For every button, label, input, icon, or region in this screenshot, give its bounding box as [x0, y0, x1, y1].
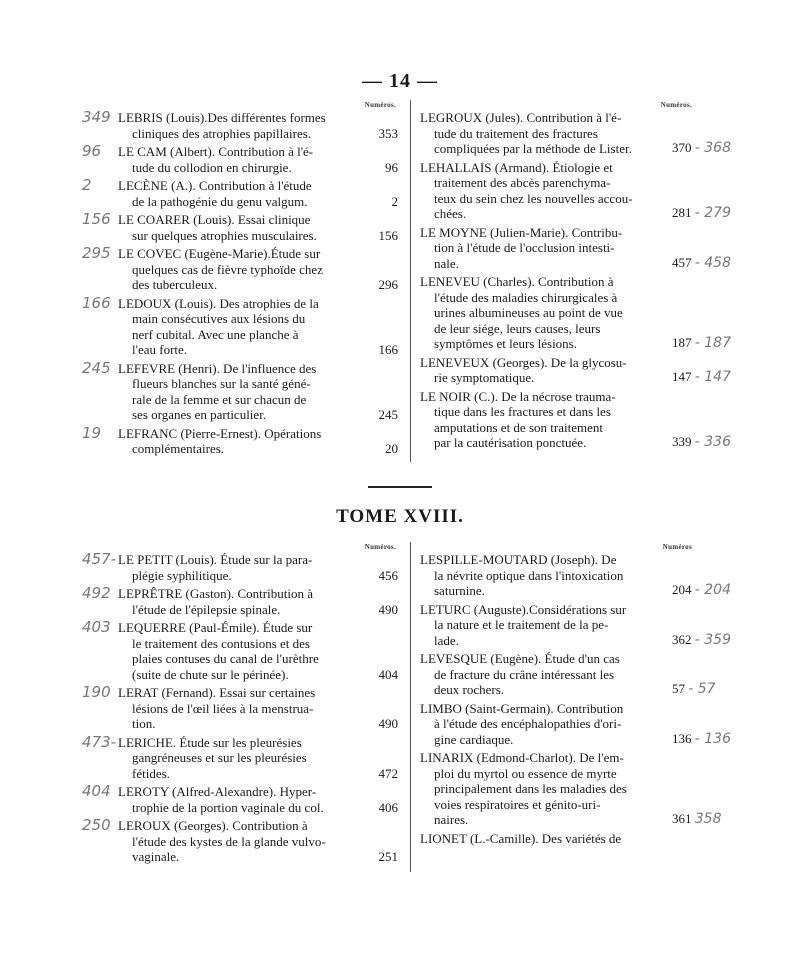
entry-line: LEFEVRE (Henri). De l'influence des: [118, 360, 317, 376]
entry-line: LEDOUX (Louis). Des atrophies de la: [118, 295, 319, 311]
entry-line: tude du traitement des fractures: [434, 125, 598, 141]
handwritten-number: - 147: [694, 369, 731, 385]
entry-text: [420, 389, 660, 451]
entry-number: [385, 441, 398, 457]
entry-line: LERICHE. Étude sur les pleurésies: [118, 734, 302, 750]
handwritten-annotation: 19: [82, 423, 102, 442]
handwritten-number: - 368: [694, 140, 731, 156]
entry-line: LIONET (L.-Camille). Des variétés de: [420, 830, 622, 846]
entry-line: plaies contuses du canal de l'urèthre: [132, 651, 319, 666]
entry-number: [379, 407, 399, 423]
index-entry: [80, 178, 398, 209]
handwritten-annotation: 349: [82, 108, 111, 126]
printed-number: 339: [672, 434, 692, 449]
handwritten-annotation: 473-: [82, 732, 117, 751]
entry-text: [118, 361, 354, 423]
handwritten-annotation: 156: [82, 210, 111, 228]
index-entry: [80, 293, 398, 358]
entry-number: [672, 811, 721, 828]
handwritten-annotation: 295: [82, 244, 111, 262]
entry-line: LEBRIS (Louis).Des différentes formes: [118, 110, 326, 125]
tome-xviii-index-section: [80, 542, 740, 872]
handwritten-annotation: 2: [82, 176, 92, 194]
entry-line: LEPRÊTRE (Gaston). Contribution à: [118, 586, 313, 601]
entry-line: LEQUERRE (Paul-Émile). Étude sur: [118, 620, 313, 635]
entry-line: à l'étude des encéphalopathies d'ori-: [434, 716, 622, 731]
entry-text: [420, 225, 660, 272]
index-entry: [80, 423, 398, 457]
entry-line: main consécutives aux lésions du: [132, 311, 306, 326]
entry-line: lésions de l'œil liées à la menstrua-: [132, 700, 314, 716]
entry-text: [420, 651, 660, 698]
index-entry: [80, 246, 398, 293]
entry-line: LEROTY (Alfred-Alexandre). Hyper-: [118, 784, 317, 799]
entry-line: saturnine.: [434, 583, 485, 598]
entry-text: [118, 144, 354, 175]
left-column: [80, 542, 398, 868]
index-entry: [80, 732, 398, 782]
entry-line: tude du collodion en chirurgie.: [132, 159, 292, 175]
entry-line: l'étude des kystes de la glande vulvo-: [132, 833, 326, 849]
entry-line: flueurs blanches sur la santé géné-: [132, 376, 311, 391]
entry-line: traitement des abcès parenchyma-: [434, 175, 611, 190]
printed-number: 490: [378, 716, 398, 731]
printed-number: 136: [672, 730, 692, 746]
printed-number: 166: [378, 342, 398, 357]
entry-number: [392, 194, 399, 210]
entry-line: des tuberculeux.: [132, 277, 218, 292]
entry-number: [379, 602, 399, 618]
entry-line: de leur siége, leurs causes, leurs: [434, 320, 601, 336]
entry-line: LE COVEC (Eugène-Marie).Étude sur: [118, 246, 321, 261]
entry-line: l'étude des maladies chirurgicales à: [434, 289, 618, 305]
index-entry: [410, 160, 740, 222]
index-entry: [410, 274, 740, 352]
handwritten-annotation: 404: [82, 782, 111, 800]
handwritten-number: - 279: [694, 205, 731, 221]
entry-text: [118, 552, 354, 583]
entry-line: LENEVEUX (Georges). De la glycosu-: [420, 354, 627, 370]
printed-number: 147: [672, 369, 692, 384]
entry-line: de fracture du crâne intéressant les: [434, 666, 615, 682]
entry-line: LEGROUX (Jules). Contribution à l'é-: [420, 110, 622, 125]
handwritten-annotation: 166: [82, 293, 111, 312]
entry-line: deux rochers.: [434, 682, 505, 697]
entry-text: [118, 212, 354, 243]
entry-line: teux du sein chez les nouvelles accou-: [434, 190, 633, 206]
handwritten-number: - 458: [694, 254, 731, 271]
entry-line: principalement dans les maladies des: [434, 781, 627, 796]
entry-line: lade.: [434, 632, 459, 648]
entry-text: [420, 701, 660, 748]
entry-line: trophie de la portion vaginale du col.: [132, 799, 324, 815]
entry-line: fétides.: [132, 765, 170, 781]
entry-line: ploi du myrtol ou essence de myrte: [434, 765, 617, 781]
entry-line: LECÈNE (A.). Contribution à l'étude: [118, 178, 312, 193]
entry-text: [420, 110, 660, 157]
printed-number: 362: [672, 631, 692, 647]
index-entry: [410, 750, 740, 828]
printed-number: 406: [378, 799, 398, 815]
entry-line: compliquées par la méthode de Lister.: [434, 141, 632, 156]
right-column: [410, 100, 740, 454]
entry-number: [672, 140, 731, 157]
index-entry: [80, 552, 398, 583]
entry-line: LINARIX (Edmond-Charlot). De l'em-: [420, 750, 624, 765]
index-entry: [80, 620, 398, 682]
index-entry: [80, 586, 398, 617]
entry-number: [672, 205, 731, 222]
index-entry: [410, 225, 740, 272]
numeros-header: Numéros: [662, 543, 692, 551]
entry-line: tion à l'étude de l'occlusion intesti-: [434, 240, 615, 255]
entry-line: (suite de chute sur le périnée).: [132, 666, 289, 682]
printed-number: 296: [378, 277, 398, 292]
entry-number: [379, 228, 399, 244]
entry-line: tique dans les fractures et dans les: [434, 404, 611, 419]
printed-number: 457: [672, 254, 692, 270]
entry-number: [672, 369, 731, 386]
entry-line: LE CAM (Albert). Contribution à l'é-: [118, 144, 314, 159]
printed-number: 187: [672, 335, 692, 350]
entry-line: naires.: [434, 812, 469, 827]
printed-number: 251: [378, 849, 398, 864]
handwritten-number: - 336: [694, 434, 731, 450]
index-entry: [410, 831, 740, 847]
entry-line: quelques cas de fièvre typhoïde chez: [132, 261, 323, 277]
entry-line: chées.: [434, 206, 467, 221]
entry-line: rie symptomatique.: [434, 370, 535, 385]
printed-number: 204: [672, 582, 692, 597]
entry-number: [379, 568, 399, 584]
right-column: [410, 542, 740, 849]
entry-number: [379, 766, 399, 782]
entry-number: [672, 582, 731, 599]
entry-line: la névrite optique dans l'intoxication: [434, 567, 624, 583]
entry-text: [420, 160, 660, 222]
tome-xvii-index-section: [80, 100, 740, 462]
entry-text: [118, 784, 354, 815]
entry-line: LEVESQUE (Eugène). Étude d'un cas: [420, 651, 620, 666]
page-number: — 14 —: [362, 70, 438, 92]
handwritten-number: 358: [694, 811, 722, 827]
handwritten-number: - 57: [688, 681, 716, 697]
printed-number: 245: [378, 407, 398, 422]
printed-number: 353: [378, 125, 398, 141]
entry-line: sur quelques atrophies musculaires.: [132, 227, 317, 243]
entry-line: LEROUX (Georges). Contribution à: [118, 818, 308, 833]
index-entry: [80, 818, 398, 865]
entry-line: LE MOYNE (Julien-Marie). Contribu-: [420, 224, 623, 240]
handwritten-number: - 136: [694, 730, 731, 747]
tome-title: TOME XVIII.: [336, 506, 464, 527]
entry-line: le traitement des contusions et des: [132, 635, 310, 651]
entry-line: gangréneuses et sur les pleurésies: [132, 750, 307, 765]
entry-number: [672, 255, 731, 272]
printed-number: 281: [672, 205, 692, 220]
entry-line: vaginale.: [132, 849, 180, 864]
index-entry: [80, 784, 398, 815]
printed-number: 2: [391, 193, 398, 209]
handwritten-number: - 359: [694, 631, 731, 648]
entry-number: [379, 849, 399, 865]
entry-line: symptômes et leurs lésions.: [434, 336, 577, 351]
entry-line: LIMBO (Saint-Germain). Contribution: [420, 700, 624, 716]
entry-line: urines albumineuses au point de vue: [434, 305, 623, 320]
entry-text: [420, 355, 660, 386]
index-entry: [410, 355, 740, 386]
handwritten-annotation: 250: [82, 816, 111, 834]
entry-line: LESPILLE-MOUTARD (Joseph). De: [420, 552, 617, 567]
entry-line: LEFRANC (Pierre-Ernest). Opérations: [118, 425, 322, 441]
printed-number: 96: [385, 159, 398, 175]
entry-line: tion.: [132, 716, 156, 731]
handwritten-annotation: 245: [82, 358, 111, 377]
entry-line: LE COARER (Louis). Essai clinique: [118, 212, 311, 227]
entry-line: de la pathogénie du genu valgum.: [132, 193, 308, 209]
printed-number: 156: [378, 227, 398, 243]
entry-line: par la cautérisation ponctuée.: [434, 435, 587, 450]
printed-number: 20: [385, 441, 398, 456]
entry-text: [420, 750, 660, 828]
entry-line: nale.: [434, 255, 459, 271]
entry-line: LETURC (Auguste).Considérations sur: [420, 601, 627, 617]
entry-number: [379, 667, 399, 683]
printed-number: 361: [672, 811, 692, 826]
handwritten-annotation: 96: [82, 142, 102, 160]
index-entry: [410, 110, 740, 157]
entry-line: gine cardiaque.: [434, 731, 514, 747]
printed-number: 456: [378, 567, 398, 583]
handwritten-annotation: 492: [82, 584, 111, 602]
handwritten-annotation: 403: [82, 618, 111, 636]
index-entry: [80, 212, 398, 243]
entry-number: [379, 277, 399, 293]
entry-number: [672, 731, 731, 748]
entry-text: [118, 110, 354, 141]
index-entry: [80, 144, 398, 175]
entry-line: l'étude de l'épilepsie spinale.: [132, 601, 281, 617]
entry-text: [118, 620, 354, 682]
index-entry: [410, 701, 740, 748]
entry-line: cliniques des atrophies papillaires.: [132, 125, 312, 141]
handwritten-number: - 187: [694, 335, 731, 351]
left-column: [80, 100, 398, 460]
entry-line: LEHALLAIS (Armand). Étiologie et: [420, 159, 613, 175]
index-entry: [80, 685, 398, 732]
numeros-header: Numéros.: [364, 101, 396, 109]
index-entry: [80, 358, 398, 423]
entry-line: nerf cubital. Avec une planche à: [132, 326, 299, 342]
entry-number: [385, 160, 398, 176]
index-entry: [410, 651, 740, 698]
entry-line: LENEVEU (Charles). Contribution à: [420, 274, 614, 289]
index-entry: [410, 389, 740, 451]
entry-text: [118, 818, 354, 865]
entry-line: voies respiratoires et génito-uri-: [434, 796, 601, 812]
entry-number: [672, 681, 716, 698]
numeros-header: Numéros.: [660, 101, 692, 109]
printed-number: 57: [672, 681, 685, 696]
entry-text: [420, 831, 660, 847]
entry-number: [379, 800, 399, 816]
entry-line: la nature et le traitement de la pe-: [434, 617, 609, 632]
entry-number: [672, 335, 731, 352]
entry-number: [672, 434, 731, 451]
handwritten-number: - 204: [694, 582, 731, 598]
entry-line: plégie syphilitique.: [132, 567, 232, 583]
entry-text: [420, 274, 660, 352]
entry-line: ses organes en particulier.: [132, 407, 267, 422]
entry-line: LE PETIT (Louis). Étude sur la para-: [118, 552, 313, 567]
entry-number: [379, 342, 399, 358]
entry-line: LE NOIR (C.). De la nécrose trauma-: [420, 388, 616, 404]
numeros-header: Numéros.: [364, 543, 396, 551]
handwritten-annotation: 190: [82, 683, 111, 701]
entry-text: [118, 685, 354, 732]
entry-line: complémentaires.: [132, 441, 225, 456]
entry-line: rale de la femme et sur chacun de: [132, 391, 307, 407]
entry-text: [118, 296, 354, 358]
index-entry: [410, 552, 740, 599]
entry-text: [118, 178, 354, 209]
entry-line: amputations et de son traitement: [434, 419, 603, 435]
entry-line: l'eau forte.: [132, 342, 188, 357]
entry-text: [118, 735, 354, 782]
entry-text: [420, 602, 660, 649]
entry-text: [420, 552, 660, 599]
printed-number: 370: [672, 140, 692, 155]
entry-number: [379, 126, 399, 142]
entry-number: [379, 716, 399, 732]
entry-text: [118, 426, 354, 457]
entry-text: [118, 586, 354, 617]
index-entry: [410, 602, 740, 649]
printed-number: 490: [378, 601, 398, 617]
section-divider: [368, 486, 432, 488]
entry-text: [118, 246, 354, 293]
printed-number: 472: [378, 765, 398, 781]
entry-number: [672, 632, 731, 649]
entry-line: LERAT (Fernand). Essai sur certaines: [118, 685, 316, 700]
printed-number: 404: [378, 666, 398, 682]
handwritten-annotation: 457-: [82, 550, 117, 568]
index-entry: [80, 110, 398, 141]
